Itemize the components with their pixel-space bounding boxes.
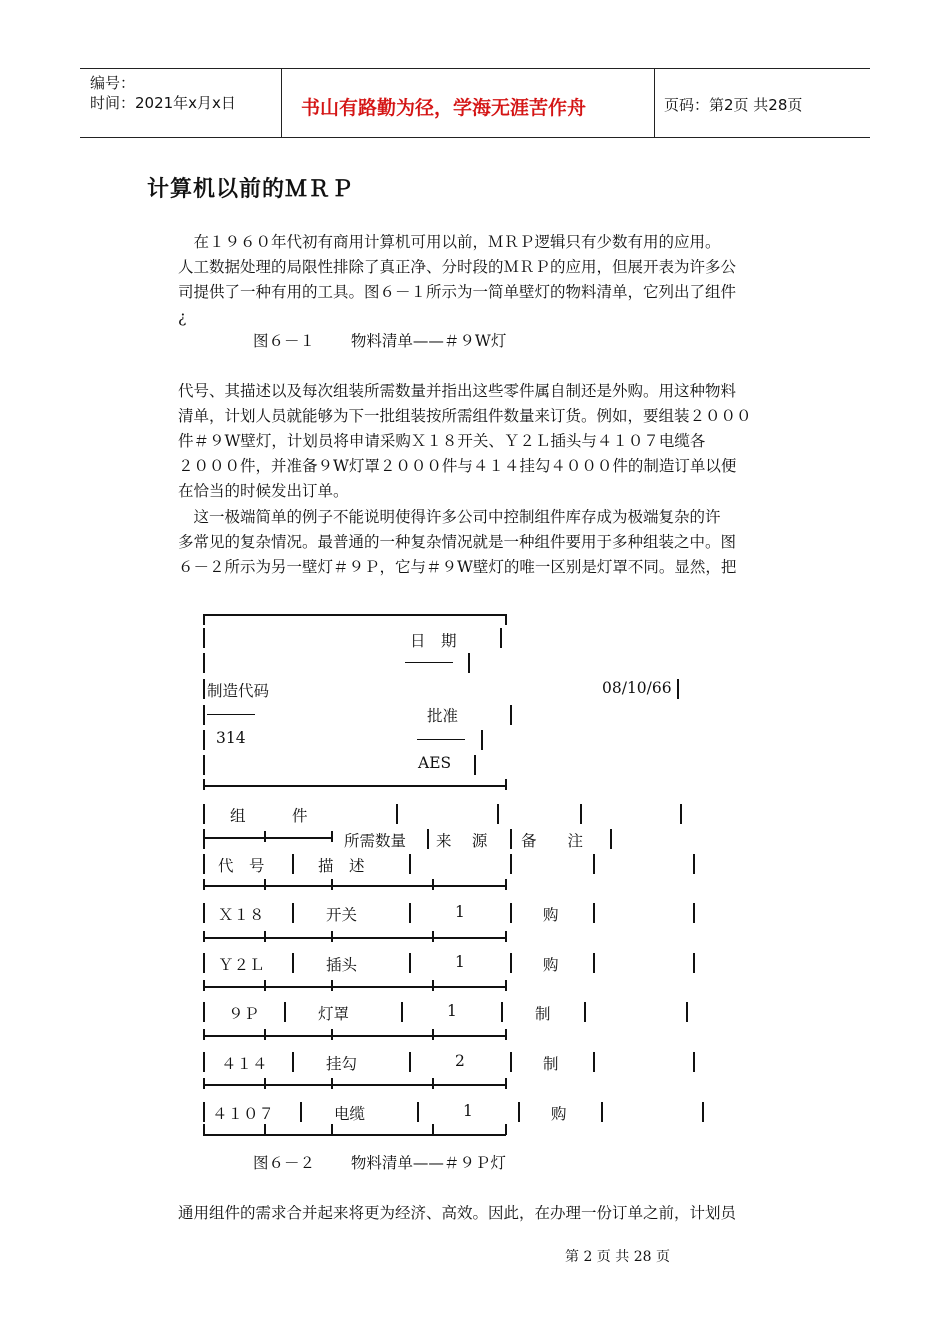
table-border <box>292 854 294 874</box>
table-border <box>203 1134 506 1136</box>
row-code: ４１４ <box>221 1055 268 1073</box>
row-code: Ｙ２Ｌ <box>218 956 265 974</box>
table-border <box>331 1078 333 1089</box>
table-border <box>481 730 483 750</box>
table-border <box>417 1102 419 1122</box>
row-source: 购 <box>543 956 559 974</box>
table-border <box>401 1002 403 1022</box>
page-footer: 第 2 页 共 28 页 <box>565 1249 670 1265</box>
paragraph-1 <box>178 230 736 330</box>
table-border <box>264 1124 266 1135</box>
table-border <box>409 953 411 973</box>
table-border <box>693 1052 695 1072</box>
row-source: 购 <box>543 906 559 924</box>
col-qty: 所需数量 <box>344 832 407 850</box>
table-border <box>680 804 682 824</box>
row-qty: 2 <box>455 1052 465 1070</box>
table-border <box>432 1029 434 1040</box>
table-border <box>593 903 595 923</box>
table-border <box>505 1078 507 1089</box>
row-desc: 开关 <box>326 906 358 924</box>
mfg-code-label: 制造代码 <box>207 682 270 700</box>
table-border <box>292 1052 294 1072</box>
table-border <box>510 705 512 725</box>
doc-number-label: 编号： <box>90 74 136 92</box>
paragraph-4 <box>178 1201 736 1226</box>
date-label: 日 期 <box>410 632 457 650</box>
table-border <box>203 705 205 725</box>
table-border <box>510 829 512 849</box>
table-border <box>203 903 205 923</box>
table-border <box>203 779 205 790</box>
document-header <box>80 68 870 138</box>
col-component: 组 件 <box>230 807 308 825</box>
table-border <box>610 829 612 849</box>
figure-caption: 图６－２ 物料清单——＃９Ｐ灯 <box>253 1154 506 1172</box>
table-border <box>331 1029 333 1040</box>
table-border <box>593 1052 595 1072</box>
table-border <box>593 953 595 973</box>
text-line: 通用组件的需求合并起来将更为经济、高效。因此，在办理一份订单之前，计划员 <box>178 1204 737 1222</box>
table-border <box>693 903 695 923</box>
table-border <box>505 931 507 942</box>
row-qty: 1 <box>463 1102 473 1120</box>
table-border <box>505 1029 507 1040</box>
row-qty: 1 <box>455 903 465 921</box>
table-border <box>417 739 465 740</box>
table-border <box>203 1035 506 1037</box>
table-border <box>432 1124 434 1135</box>
table-border <box>505 779 507 790</box>
figure-caption: 图６－１ 物料清单——＃９W灯 <box>253 332 507 350</box>
table-border <box>693 854 695 874</box>
table-border <box>203 1102 205 1122</box>
col-code: 代 号 <box>218 857 265 875</box>
header-motto: 书山有路勤为径，学海无涯苦作舟 <box>301 97 587 119</box>
table-border <box>331 1124 333 1135</box>
table-border <box>203 837 333 839</box>
table-border <box>432 931 434 942</box>
col-desc: 描 述 <box>318 857 365 875</box>
table-border <box>396 804 398 824</box>
col-source: 来 源 <box>436 832 488 850</box>
table-border <box>203 614 506 616</box>
table-border <box>584 1002 586 1022</box>
table-border <box>300 1102 302 1122</box>
mfg-code-value: 314 <box>216 729 246 747</box>
table-border <box>264 1029 266 1040</box>
text-line: ２０００件，并准备９W灯罩２０００件与４１４挂勾４０００件的制造订单以便 <box>178 457 737 475</box>
text-line: 代号、其描述以及每次组装所需数量并指出这些零件属自制还是外购。用这种物料 <box>178 382 737 400</box>
table-border <box>432 980 434 991</box>
approve-value: AES <box>418 754 452 772</box>
table-border <box>331 879 333 890</box>
text-line: 件＃９W壁灯，计划员将申请采购Ｘ１８开关、Ｙ２Ｌ插头与４１０７电缆各 <box>178 432 706 450</box>
text-line: 这一极端简单的例子不能说明使得许多公司中控制组件库存成为极端复杂的许 <box>178 508 721 526</box>
table-border <box>331 980 333 991</box>
table-border <box>686 1002 688 1022</box>
row-desc: 挂勾 <box>326 1055 358 1073</box>
table-border <box>432 879 434 890</box>
text-line: 人工数据处理的局限性排除了真正净、分时段的ＭＲＰ的应用，但展开表为许多公 <box>178 258 737 276</box>
table-border <box>409 854 411 874</box>
table-border <box>203 653 205 673</box>
table-border <box>264 980 266 991</box>
table-border <box>203 986 506 988</box>
table-border <box>510 1052 512 1072</box>
table-border <box>702 1102 704 1122</box>
table-border <box>203 1052 205 1072</box>
table-border <box>203 614 205 625</box>
header-divider <box>654 69 655 137</box>
text-line: 在１９６０年代初有商用计算机可用以前，ＭＲＰ逻辑只有少数有用的应用。 <box>178 233 721 251</box>
table-border <box>203 755 205 775</box>
table-border <box>264 1078 266 1089</box>
table-border <box>580 804 582 824</box>
table-border <box>203 854 205 874</box>
paragraph-2 <box>178 379 752 504</box>
table-border <box>518 1102 520 1122</box>
table-border <box>497 804 499 824</box>
table-border <box>601 1102 603 1122</box>
table-border <box>203 1124 205 1135</box>
table-border <box>468 653 470 673</box>
row-code: ４１０７ <box>212 1105 275 1123</box>
approve-label: 批准 <box>427 707 459 725</box>
table-border <box>203 937 506 939</box>
table-border <box>409 1052 411 1072</box>
section-title: 计算机以前的ＭＲＰ <box>147 177 355 202</box>
row-code: Ｘ１８ <box>218 906 265 924</box>
table-border <box>203 1002 205 1022</box>
table-border <box>284 1002 286 1022</box>
table-border <box>203 785 506 787</box>
table-border <box>677 679 679 699</box>
table-border <box>203 628 205 648</box>
table-border <box>331 831 333 842</box>
row-code: ９Ｐ <box>228 1005 260 1023</box>
text-line: ６－２所示为另一壁灯＃９Ｐ，它与＃９W壁灯的唯一区别是灯罩不同。显然，把 <box>178 558 737 576</box>
table-border <box>264 931 266 942</box>
text-line: 多常见的复杂情况。最普通的一种复杂情况就是一种组件要用于多种组装之中。图 <box>178 533 737 551</box>
table-border <box>500 628 502 648</box>
table-border <box>203 831 205 842</box>
table-border <box>203 885 506 887</box>
header-divider <box>281 69 282 137</box>
table-border <box>510 953 512 973</box>
row-desc: 电缆 <box>334 1105 366 1123</box>
table-border <box>203 1084 506 1086</box>
table-border <box>505 980 507 991</box>
table-border <box>292 903 294 923</box>
table-border <box>505 1124 507 1135</box>
doc-time-label: 时间：2021年x月x日 <box>90 94 236 112</box>
row-source: 制 <box>543 1055 559 1073</box>
table-border <box>409 903 411 923</box>
table-border <box>264 831 266 842</box>
table-border <box>203 953 205 973</box>
table-border <box>203 931 205 942</box>
table-border <box>331 931 333 942</box>
table-border <box>505 879 507 890</box>
table-border <box>432 1078 434 1089</box>
row-desc: 插头 <box>326 956 358 974</box>
table-border <box>501 1002 503 1022</box>
table-border <box>693 953 695 973</box>
table-border <box>510 854 512 874</box>
table-border <box>203 1029 205 1040</box>
header-page-info: 页码：第2页 共28页 <box>664 96 803 114</box>
table-border <box>593 854 595 874</box>
date-value: 08/10/66 <box>602 679 672 697</box>
row-source: 制 <box>535 1005 551 1023</box>
row-qty: 1 <box>447 1002 457 1020</box>
table-border <box>474 755 476 775</box>
paragraph-3 <box>178 505 736 580</box>
row-qty: 1 <box>455 953 465 971</box>
table-border <box>203 804 205 824</box>
table-border <box>405 662 453 663</box>
row-desc: 灯罩 <box>318 1005 350 1023</box>
table-border <box>427 829 429 849</box>
table-border <box>203 1078 205 1089</box>
table-border <box>203 730 205 750</box>
table-border <box>505 614 507 625</box>
col-note: 备 注 <box>521 832 584 850</box>
table-border <box>203 879 205 890</box>
table-border <box>203 679 205 699</box>
table-border <box>264 879 266 890</box>
text-line: 司提供了一种有用的工具。图６－１所示为一简单壁灯的物料清单，它列出了组件 <box>178 283 737 301</box>
table-border <box>207 714 255 715</box>
table-border <box>292 953 294 973</box>
text-line: ¿ <box>178 308 187 326</box>
table-border <box>510 903 512 923</box>
text-line: 清单，计划人员就能够为下一批组装按所需组件数量来订货。例如，要组装２０００ <box>178 407 752 425</box>
table-border <box>203 980 205 991</box>
row-source: 购 <box>551 1105 567 1123</box>
text-line: 在恰当的时候发出订单。 <box>178 482 349 500</box>
